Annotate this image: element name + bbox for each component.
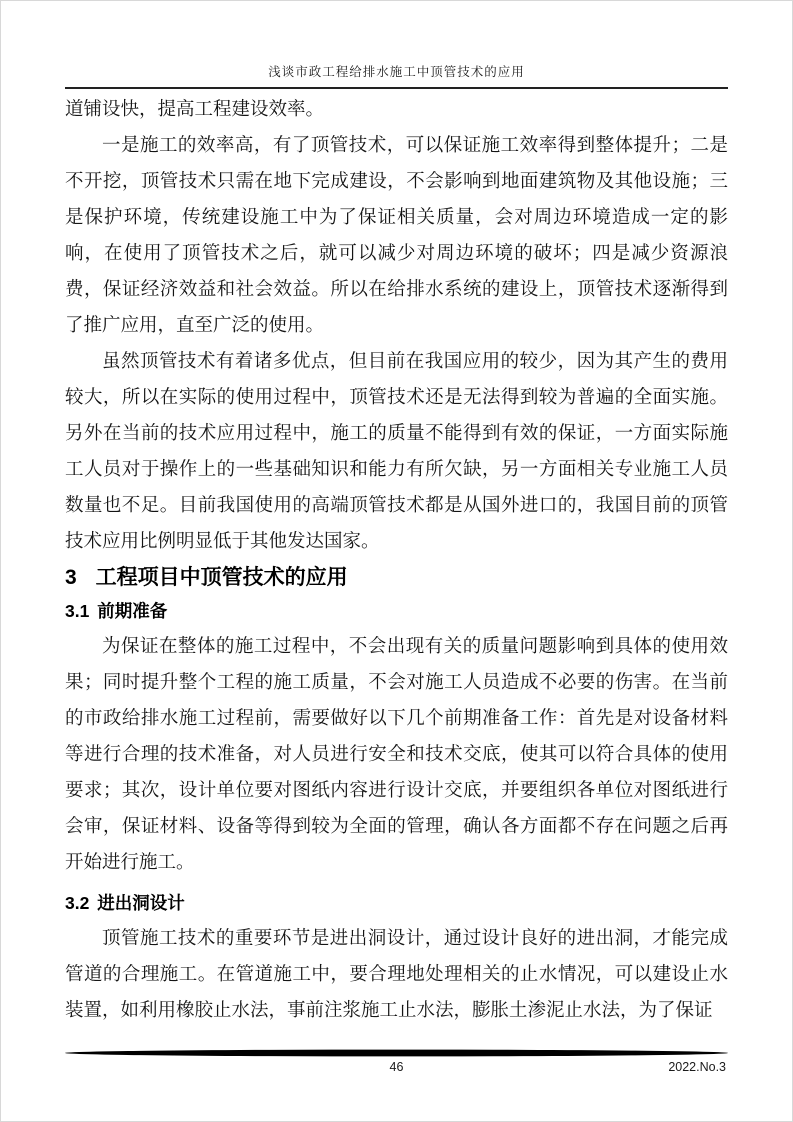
section-heading [65,565,728,591]
paragraph: 顶管施工技术的重要环节是进出洞设计，通过设计良好的进出洞，才能完成管道的合理施工。在管道施工中，要合理地处理相关的止水情况，可以建设止水装置，如利用橡胶止水法，事前注浆施工止水法，膨胀土渗泥止水法，为了保证 [65,929,728,1021]
subsection-heading [65,891,728,915]
page-header [1,1,792,81]
page-footer [65,1049,728,1076]
paragraph: 一是施工的效率高，有了顶管技术，可以保证施工效率得到整体提升；二是不开挖，顶管技术只需在地下完成建设，不会影响到地面建筑物及其他设施；三是保护环境，传统建设施工中为了保证相关质量，会对周边环境造成一定的影响，在使用了顶管技术之后，就可以减少对周边环境的破坏；四是减少资源浪费，保证经济效益和社会效益。所以在给排水系统的建设上，顶管技术逐渐得到了推广应用，直至广泛的使用。 [65,136,728,336]
paragraph: 为保证在整体的施工过程中，不会出现有关的质量问题影响到具体的使用效果；同时提升整个工程的施工质量，不会对施工人员造成不必要的伤害。在当前的市政给排水施工过程前，需要做好以下几个前期准备工作：首先是对设备材料等进行合理的技术准备，对人员进行安全和技术交底，使其可以符合具体的使用要求；其次，设计单位要对图纸内容进行设计交底，并要组织各单位对图纸进行会审，保证材料、设备等得到较为全面的管理，确认各方面都不存在问题之后再开始进行施工。 [65,637,728,873]
issue-label: 2022.No.3 [668,1060,726,1074]
article-body [65,89,728,1029]
section-number: 3 [65,566,77,589]
subsection-title: 前期准备 [97,601,168,621]
subsection-heading [65,599,728,623]
footer-divider-bar [65,1049,728,1057]
section-title: 工程项目中顶管技术的应用 [95,566,348,589]
subsection-title: 进出洞设计 [97,893,185,913]
running-title: 浅谈市政工程给排水施工中顶管技术的应用 [268,65,525,79]
subsection-number: 3.2 [65,893,90,913]
paragraph-continuation: 道铺设快，提高工程建设效率。 [65,100,325,120]
footer-text-row [65,1058,728,1076]
page-number: 46 [389,1060,404,1074]
subsection-number: 3.1 [65,601,90,621]
paragraph: 虽然顶管技术有着诸多优点，但目前在我国应用的较少，因为其产生的费用较大，所以在实际的使用过程中，顶管技术还是无法得到较为普遍的全面实施。另外在当前的技术应用过程中，施工的质量不能得到有效的保证，一方面实际施工人员对于操作上的一些基础知识和能力有所欠缺，另一方面相关专业施工人员数量也不足。目前我国使用的高端顶管技术都是从国外进口的，我国目前的顶管技术应用比例明显低于其他发达国家。 [65,352,728,552]
